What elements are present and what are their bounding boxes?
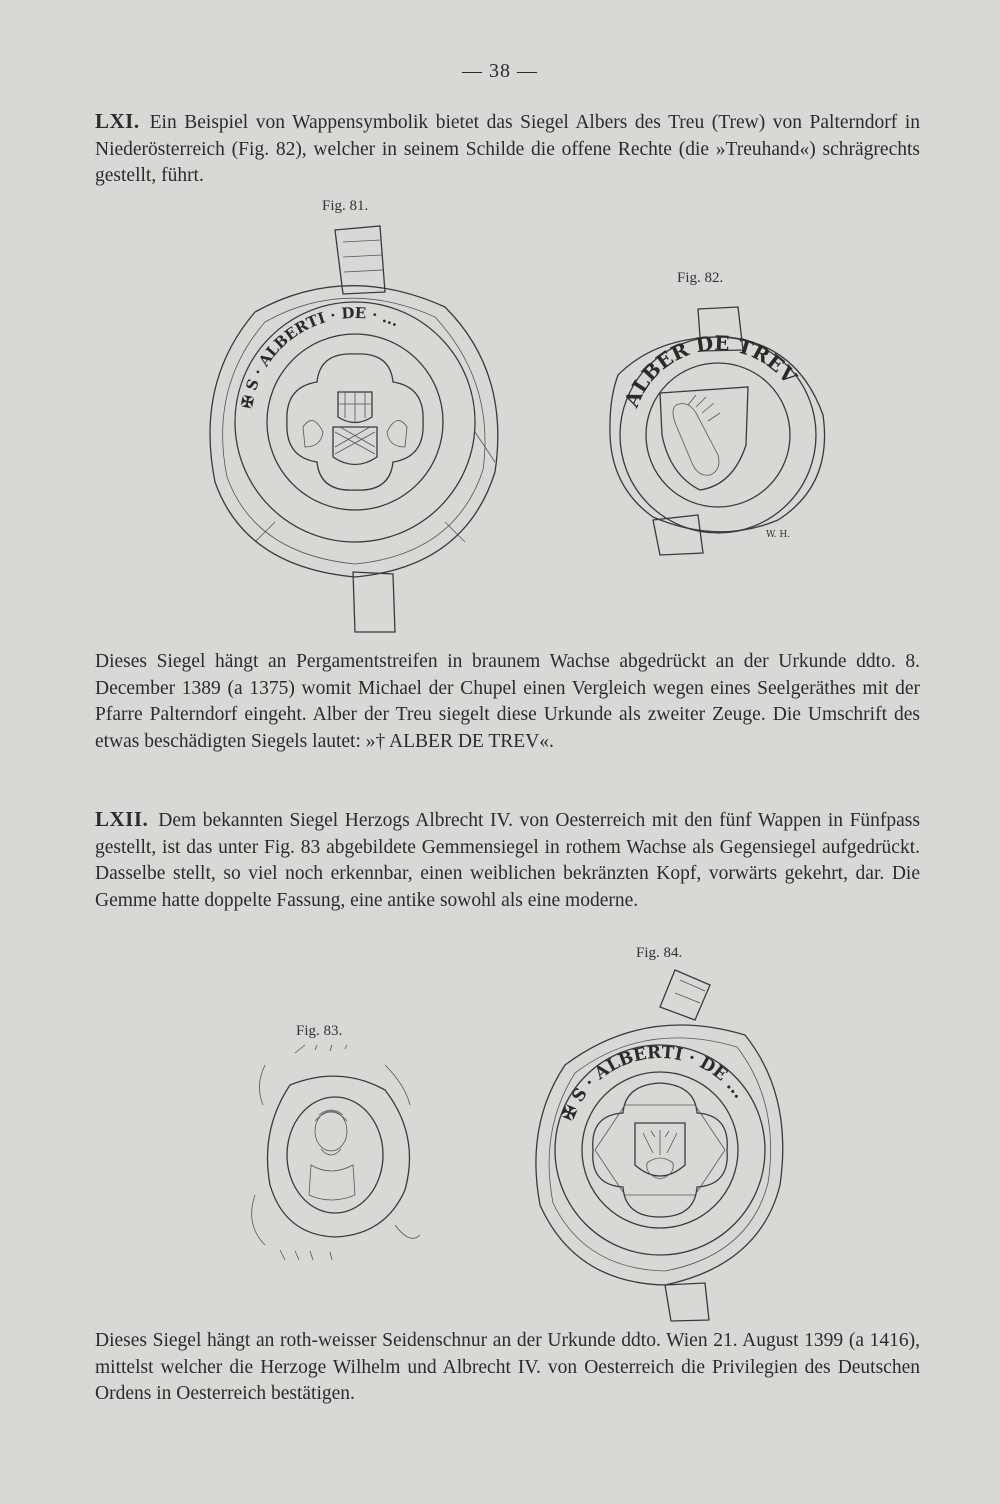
paragraph-fig-81-82: Dieses Siegel hängt an Pergamentstreifen in braunem Wachse abgedrückt an der Urkunde ddto. 8. December 1389 (a 1375) womit Michael der Chupel einen Vergleich wegen eines Seelgeräthes mit der Pfarre Palterndorf eingeht. Alber der Treu siegelt diese Urkunde als zweiter Zeuge. Die Umschrift des etwas beschädigten Siegels lautet: »† ALBER DE TREV«.: [95, 651, 920, 752]
fig-84-legend: ✠ S · ALBERTI · DE ...: [558, 1042, 750, 1124]
fig-82-caption: Fig. 82.: [677, 270, 724, 286]
fig-81-seal-illustration: [195, 222, 515, 642]
fig-84-seal-illustration: [525, 965, 795, 1325]
fig-82-seal-illustration: [598, 305, 838, 560]
section-lxii: [95, 806, 920, 914]
svg-text:ALBER DE TREV: [619, 331, 802, 412]
fig-83-seal-illustration: [235, 1045, 445, 1260]
fig-82-legend: ALBER DE TREV: [619, 330, 802, 411]
section-number: LXI.: [95, 109, 140, 133]
fig-82-signature: W. H.: [766, 530, 791, 540]
section-number: LXII.: [95, 807, 149, 831]
paragraph-fig-83-84: Dieses Siegel hängt an roth-weisser Seidenschnur an der Urkunde ddto. Wien 21. August 1399 (a 1416), mittelst welcher die Herzoge Wilhelm und Albrecht IV. von Oesterreich die Privilegien des Deutschen Ordens in Oesterreich bestätigen.: [95, 1330, 920, 1404]
fig-84-caption: Fig. 84.: [636, 945, 683, 961]
section-text: Dem bekannten Siegel Herzogs Albrecht IV. von Oesterreich mit den fünf Wappen in Fünfpass gestellt, ist das unter Fig. 83 abgebildete Gemmensiegel in rothem Wachse als Gegensiegel aufgedrückt. Dasselbe stellt, so viel noch erkennbar, einen weiblichen bekränzten Kopf, vorwärts gekehrt, dar. Die Gemme hatte doppelte Fassung, eine antike sowohl als eine moderne.: [95, 810, 920, 911]
section-lxi: [95, 108, 920, 190]
fig-83-caption: Fig. 83.: [296, 1023, 343, 1039]
page-number: — 38 —: [462, 60, 538, 82]
fig-81-legend: ✠ S · ALBERTI · DE · ...: [237, 303, 402, 410]
fig-81-caption: Fig. 81.: [322, 198, 369, 214]
section-text: Ein Beispiel von Wappensymbolik bietet das Siegel Albers des Treu (Trew) von Palterndorf in Niederösterreich (Fig. 82), welcher in seinem Schilde die offene Rechte (die »Treuhand«) schrägrechts gestellt, führt.: [95, 112, 920, 186]
